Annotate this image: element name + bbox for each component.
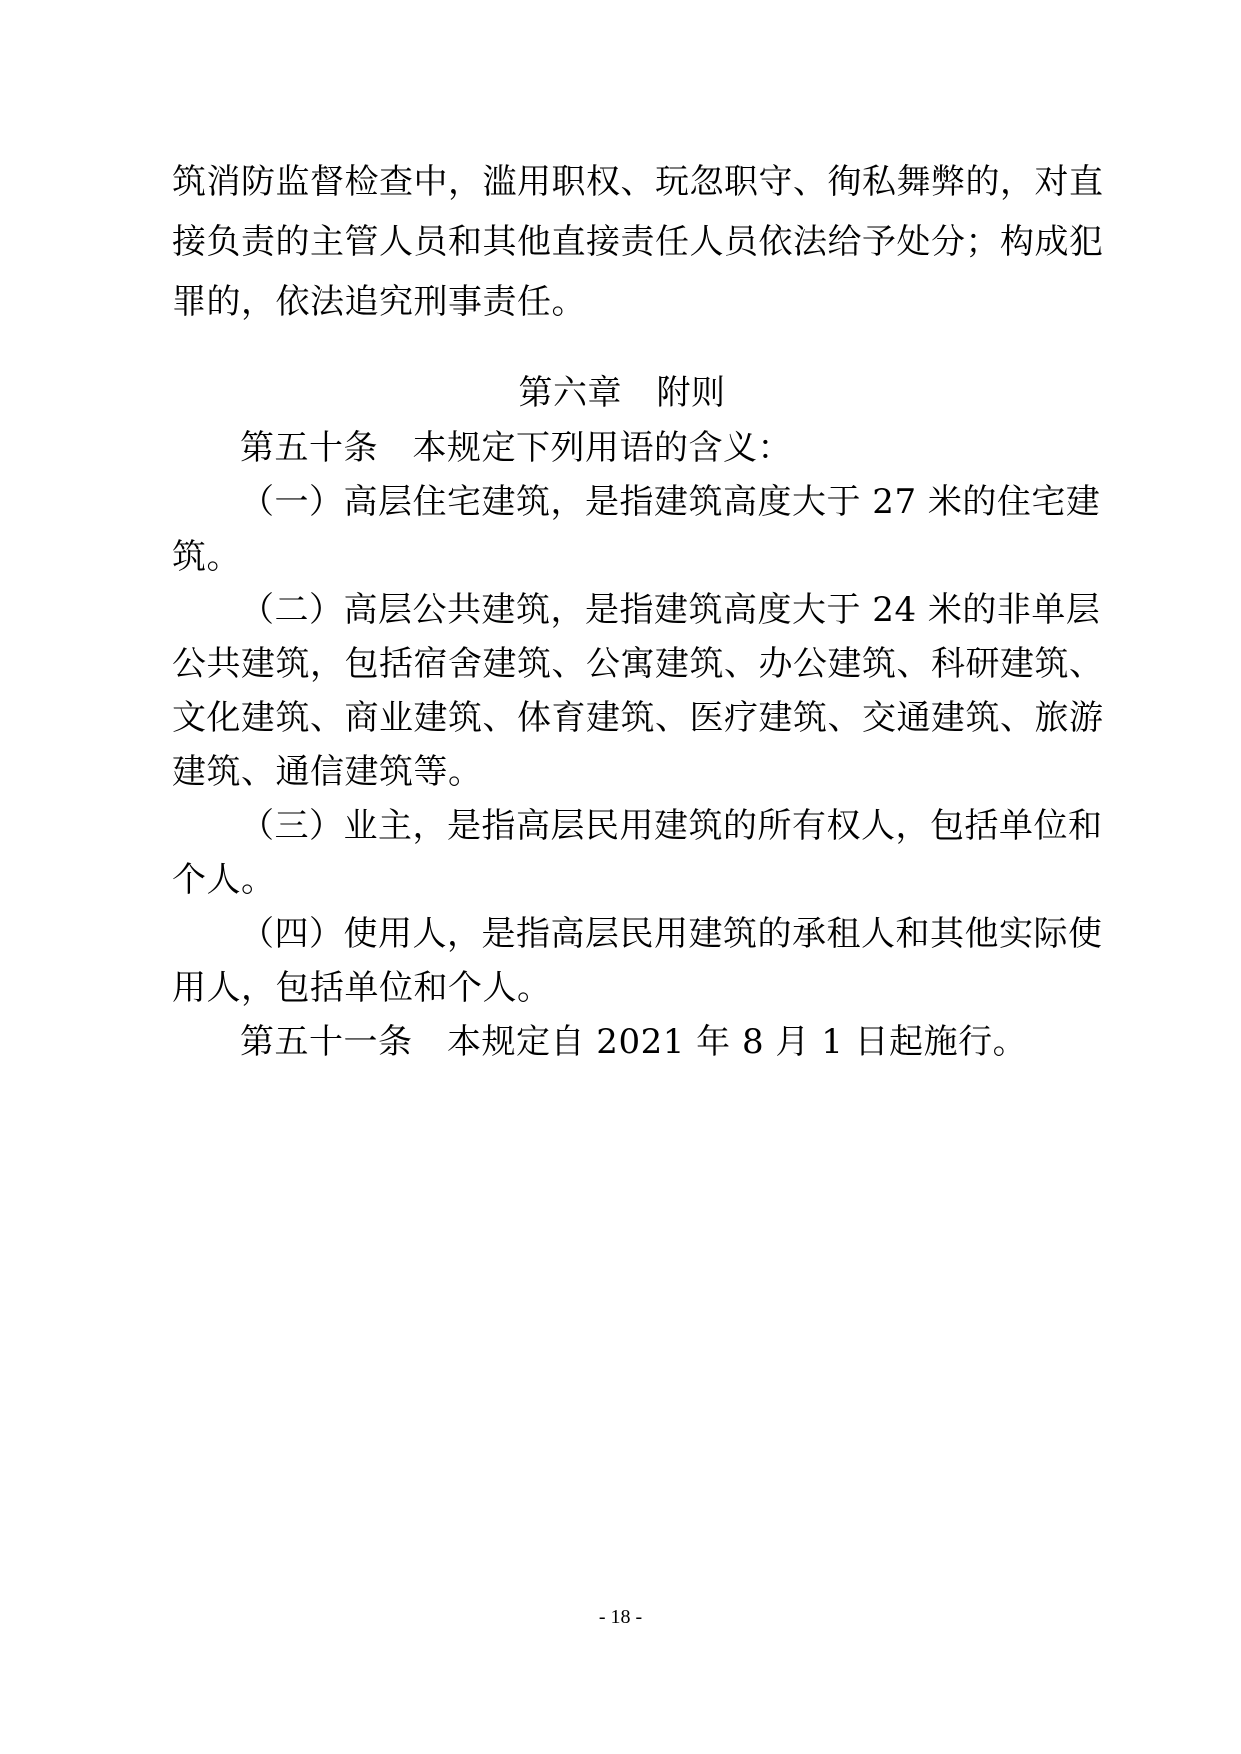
definition-2-line-3: 文化建筑、商业建筑、体育建筑、医疗建筑、交通建筑、旅游 [172, 698, 1104, 738]
definition-2-line-2: 公共建筑，包括宿舍建筑、公寓建筑、办公建筑、科研建筑、 [172, 644, 1104, 684]
paragraph-line-3: 罪的，依法追究刑事责任。 [172, 282, 586, 322]
definition-3-line-1: （三）业主，是指高层民用建筑的所有权人，包括单位和 [240, 806, 1103, 846]
chapter-heading: 第六章 附则 [518, 373, 726, 413]
definition-1-line-1: （一）高层住宅建筑，是指建筑高度大于 27 米的住宅建 [240, 482, 1101, 522]
definition-4-line-2: 用人，包括单位和个人。 [172, 968, 552, 1008]
article-50-title: 第五十条 本规定下列用语的含义： [240, 428, 792, 468]
definition-1-line-2: 筑。 [172, 537, 241, 577]
page-number: - 18 - [598, 1606, 643, 1628]
definition-2-line-1: （二）高层公共建筑，是指建筑高度大于 24 米的非单层 [240, 590, 1101, 630]
definition-2-line-4: 建筑、通信建筑等。 [172, 752, 483, 792]
article-51: 第五十一条 本规定自 2021 年 8 月 1 日起施行。 [240, 1022, 1028, 1062]
paragraph-line-1: 筑消防监督检查中，滥用职权、玩忽职守、徇私舞弊的，对直 [172, 162, 1104, 202]
definition-4-line-1: （四）使用人，是指高层民用建筑的承租人和其他实际使 [240, 914, 1103, 954]
definition-3-line-2: 个人。 [172, 860, 276, 900]
paragraph-line-2: 接负责的主管人员和其他直接责任人员依法给予处分；构成犯 [172, 222, 1104, 262]
